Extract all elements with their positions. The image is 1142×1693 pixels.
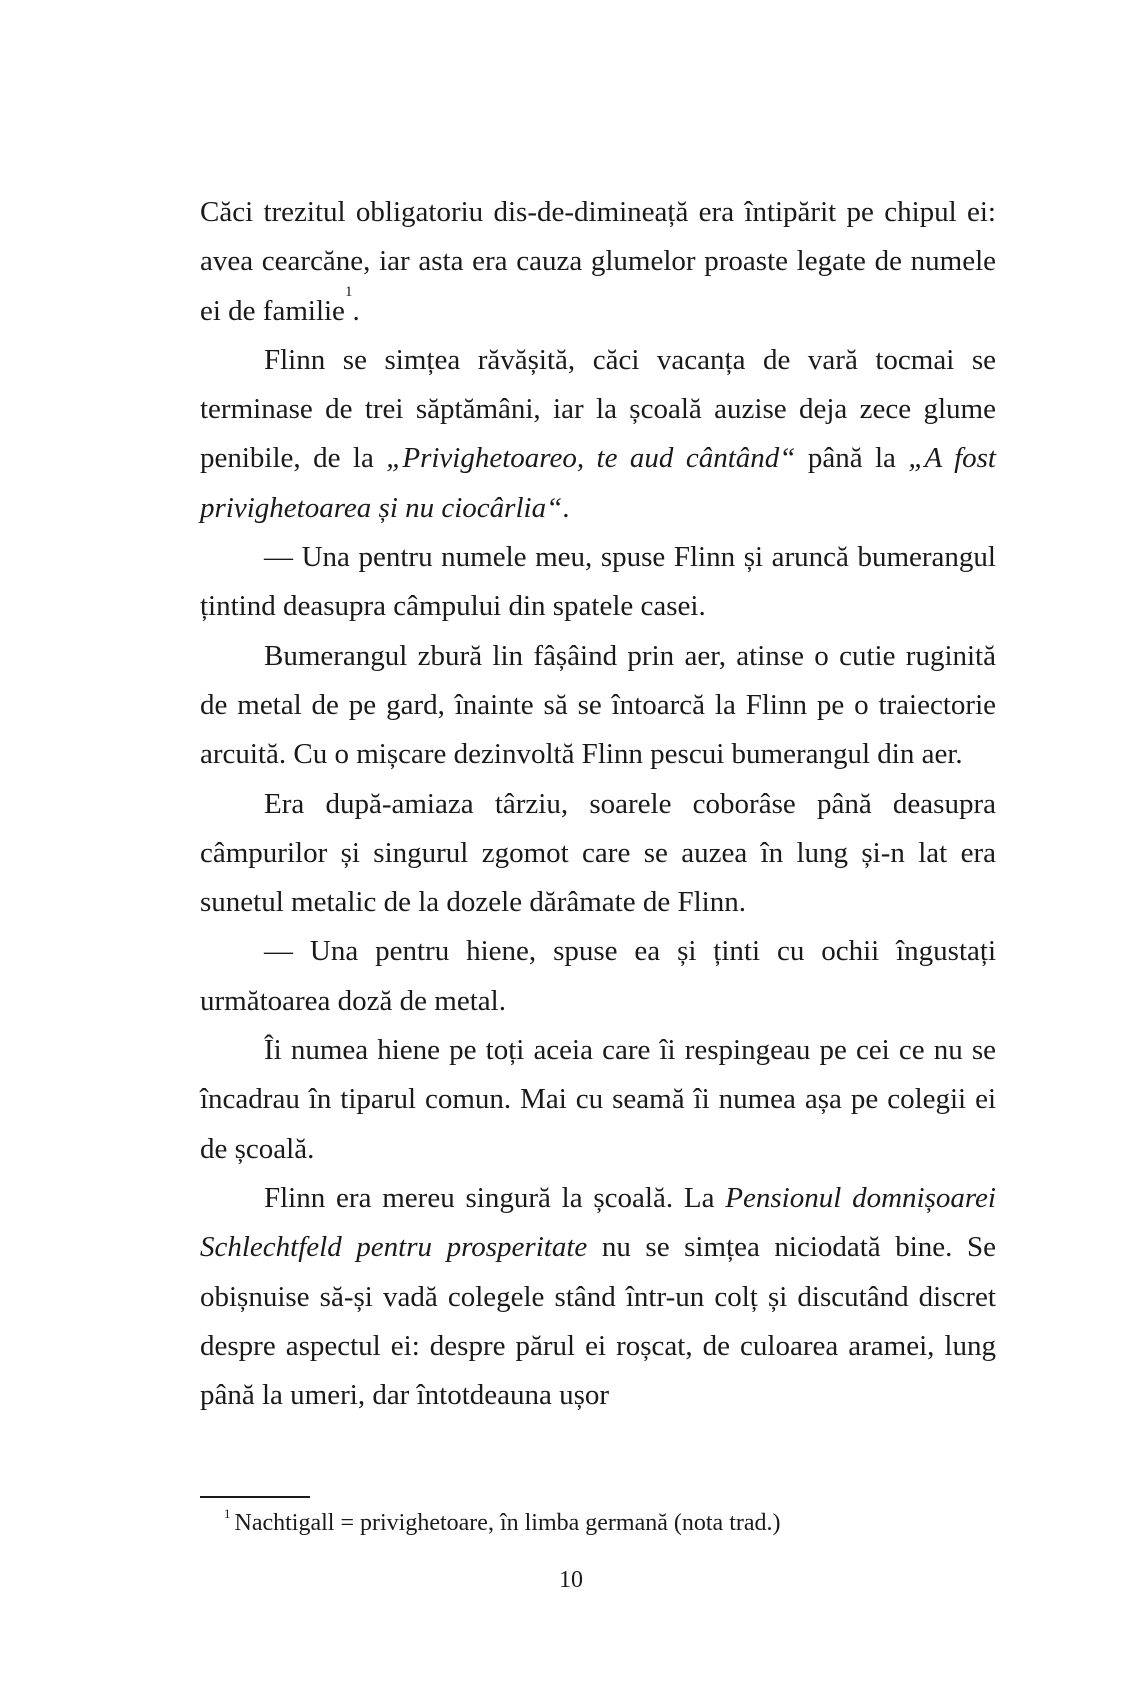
footnote-text: Nachtigall = privighetoare, în limba germană (nota trad.) xyxy=(234,1510,781,1536)
paragraph xyxy=(200,780,996,928)
text-segment: Îi numea hiene pe toți aceia care îi respingeau pe cei ce nu se încadrau în tiparul comun. Mai cu seamă îi numea așa pe colegii ei de școală. xyxy=(200,1034,996,1165)
text-segment: — Una pentru hiene, spuse ea și ținti cu ochii îngustați următoarea doză de metal. xyxy=(200,935,996,1017)
paragraph xyxy=(200,1174,996,1420)
italic-text: „A fost privighetoarea și nu ciocârlia“ xyxy=(200,442,996,524)
text-segment: — Una pentru numele meu, spuse Flinn și aruncă bumerangul țintind deasupra câmpului din spatele casei. xyxy=(200,541,996,623)
paragraph xyxy=(200,927,996,1026)
text-segment: Bumerangul zbură lin fâșâind prin aer, atinse o cutie ruginită de metal de pe gard, înainte să se întoarcă la Flinn pe o traiectorie arcuită. Cu o mișcare dezinvoltă Flinn pescui bumerangul din aer. xyxy=(200,639,996,771)
text-segment: . xyxy=(562,491,570,524)
text-segment: nu se simțea niciodată bine. Se obișnuise să-și vadă colegele stând într-un colț și discutând discret despre aspectul ei: despre părul ei roșcat, de culoarea aramei, lung până la umeri, dar întotdeauna ușor xyxy=(200,1231,996,1412)
italic-text: Pensionul domnișoarei Schlechtfeld pentru prosperitate xyxy=(200,1181,996,1264)
text-segment: Era după-amiaza târziu, soarele coborâse până deasupra câmpurilor și singurul zgomot care se auzea în lung și-n lat era sunetul metalic de la dozele dărâmate de Flinn. xyxy=(200,787,996,919)
paragraph xyxy=(200,336,996,533)
body-text xyxy=(200,188,996,1420)
italic-text: „Privighetoareo, te aud cântând“ xyxy=(386,442,796,475)
text-segment: Flinn era mereu singură la școală. La xyxy=(264,1181,726,1214)
paragraph xyxy=(200,632,996,780)
text-segment: până la xyxy=(795,442,909,475)
text-segment: Căci trezitul obligatoriu dis-de-dimineață era întipărit pe chipul ei: avea cearcăne, iar asta era cauza glumelor proaste legate de numele ei de familie xyxy=(200,196,996,327)
footnote xyxy=(224,1506,984,1540)
page-number: 10 xyxy=(559,1567,583,1593)
paragraph xyxy=(200,533,996,632)
paragraph xyxy=(200,188,996,336)
paragraph xyxy=(200,1026,996,1174)
text-segment: Flinn se simțea răvășită, căci vacanța de vară tocmai se terminase de trei săptămâni, iar la școală auzise deja zece glume penibile, de la xyxy=(200,343,996,475)
text-segment: . xyxy=(352,294,360,327)
footnote-divider xyxy=(200,1496,310,1498)
footnote-marker: 1 xyxy=(224,1506,231,1521)
footnote-reference: 1 xyxy=(344,283,353,300)
